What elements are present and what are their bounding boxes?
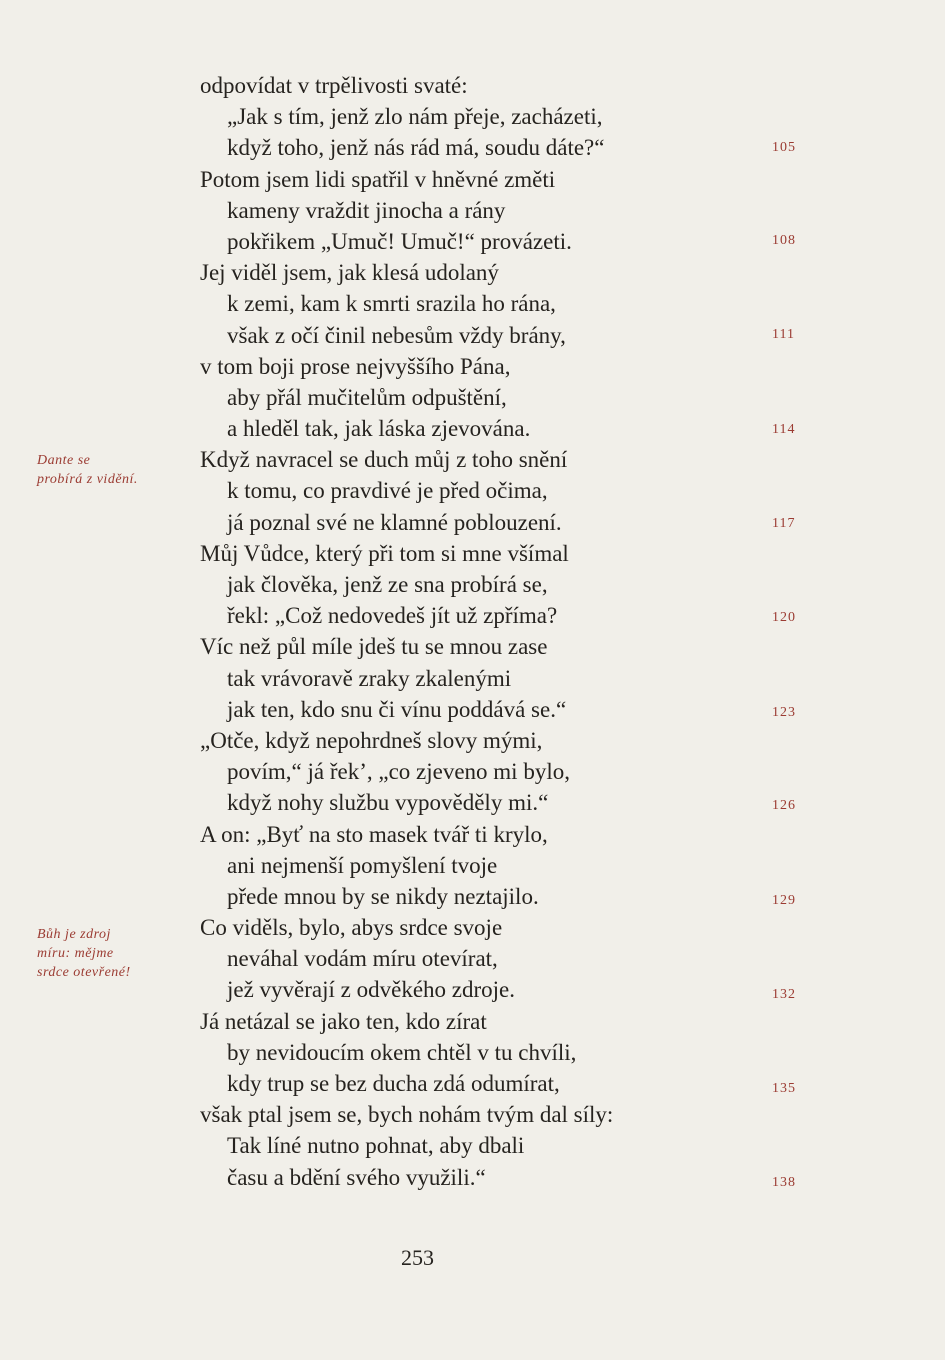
verse-line: jak člověka, jenž ze sna probírá se, — [227, 572, 548, 597]
verse-line: ani nejmenší pomyšlení tvoje — [227, 852, 498, 878]
verse-line: povím,“ já řek’, „co zjeveno mi bylo, — [227, 759, 570, 785]
line-number: 132 — [772, 987, 796, 1002]
verse-line: aby přál mučitelům odpuštění, — [227, 384, 507, 410]
page-number: 253 — [401, 1245, 434, 1270]
verse-line: já poznal své ne klamné poblouzení. — [227, 509, 562, 535]
line-number: 126 — [772, 798, 796, 813]
verse-line: Když navracel se duch můj z toho snění — [200, 447, 568, 473]
verse-line: však ptal jsem se, bych nohám tvým dal síly: — [200, 1102, 614, 1128]
verse-line: jež vyvěrají z odvěkého zdroje. — [227, 977, 516, 1003]
verse-line: času a bdění svého využili.“ — [227, 1164, 486, 1190]
verse-text — [200, 70, 740, 1193]
verse-line: odpovídat v trpělivosti svaté: — [200, 73, 468, 98]
margin-note-line: míru: mějme — [37, 946, 114, 961]
line-number: 129 — [772, 893, 796, 908]
verse-line: a hleděl tak, jak láska zjevována. — [227, 416, 531, 442]
verse-line: kameny vraždit jinocha a rány — [227, 197, 506, 223]
verse-line: Můj Vůdce, který při tom si mne všímal — [200, 540, 569, 566]
verse-line: když toho, jenž nás rád má, soudu dáte?“ — [227, 135, 605, 161]
line-number: 114 — [772, 422, 796, 437]
verse-line: Co viděls, bylo, abys srdce svoje — [200, 915, 503, 941]
verse-line: přede mnou by se nikdy neztajilo. — [227, 883, 539, 909]
verse-line: když nohy službu vypověděly mi.“ — [227, 790, 549, 816]
verse-line: Jej viděl jsem, jak klesá udolaný — [200, 260, 499, 286]
verse-line: k tomu, co pravdivé je před očima, — [227, 478, 548, 504]
line-number: 105 — [772, 140, 796, 155]
line-number: 135 — [772, 1081, 796, 1096]
verse-line: Potom jsem lidi spatřil v hněvné změti — [200, 166, 556, 192]
verse-line: A on: „Byť na sto masek tvář ti krylo, — [200, 821, 548, 847]
verse-line: Víc než půl míle jdeš tu se mnou zase — [200, 634, 548, 660]
line-number: 111 — [772, 327, 795, 342]
verse-line: řekl: „Což nedovedeš jít už zpříma? — [227, 603, 558, 629]
margin-note — [37, 451, 187, 489]
verse-line: Tak líné nutno pohnat, aby dbali — [227, 1133, 525, 1159]
margin-note — [37, 925, 187, 982]
verse-line: „Otče, když nepohrdneš slovy mými, — [200, 727, 543, 753]
verse-line: pokřikem „Umuč! Umuč!“ provázeti. — [227, 228, 572, 254]
verse-line: k zemi, kam k smrti srazila ho rána, — [227, 291, 556, 317]
verse-line: neváhal vodám míru otevírat, — [227, 946, 498, 972]
verse-line: však z očí činil nebesům vždy brány, — [227, 322, 566, 348]
line-number: 138 — [772, 1175, 796, 1190]
margin-note-line: Dante se — [37, 453, 91, 468]
verse-line: kdy trup se bez ducha zdá odumírat, — [227, 1071, 560, 1096]
verse-line: jak ten, kdo snu či vínu poddává se.“ — [227, 696, 567, 722]
verse-line: by nevidoucím okem chtěl v tu chvíli, — [227, 1039, 577, 1065]
verse-line: Já netázal se jako ten, kdo zírat — [200, 1008, 487, 1034]
margin-note-line: probírá z vidění. — [37, 472, 138, 487]
line-number: 123 — [772, 705, 796, 720]
line-number: 120 — [772, 610, 796, 625]
verse-line: v tom boji prose nejvyššího Pána, — [200, 353, 511, 379]
margin-note-line: srdce otevřené! — [37, 965, 131, 980]
line-number: 117 — [772, 516, 796, 531]
margin-note-line: Bůh je zdroj — [37, 927, 111, 942]
line-number: 108 — [772, 233, 796, 248]
verse-line: tak vrávoravě zraky zkalenými — [227, 665, 512, 691]
verse-line: „Jak s tím, jenž zlo nám přeje, zacházeti, — [227, 104, 603, 130]
